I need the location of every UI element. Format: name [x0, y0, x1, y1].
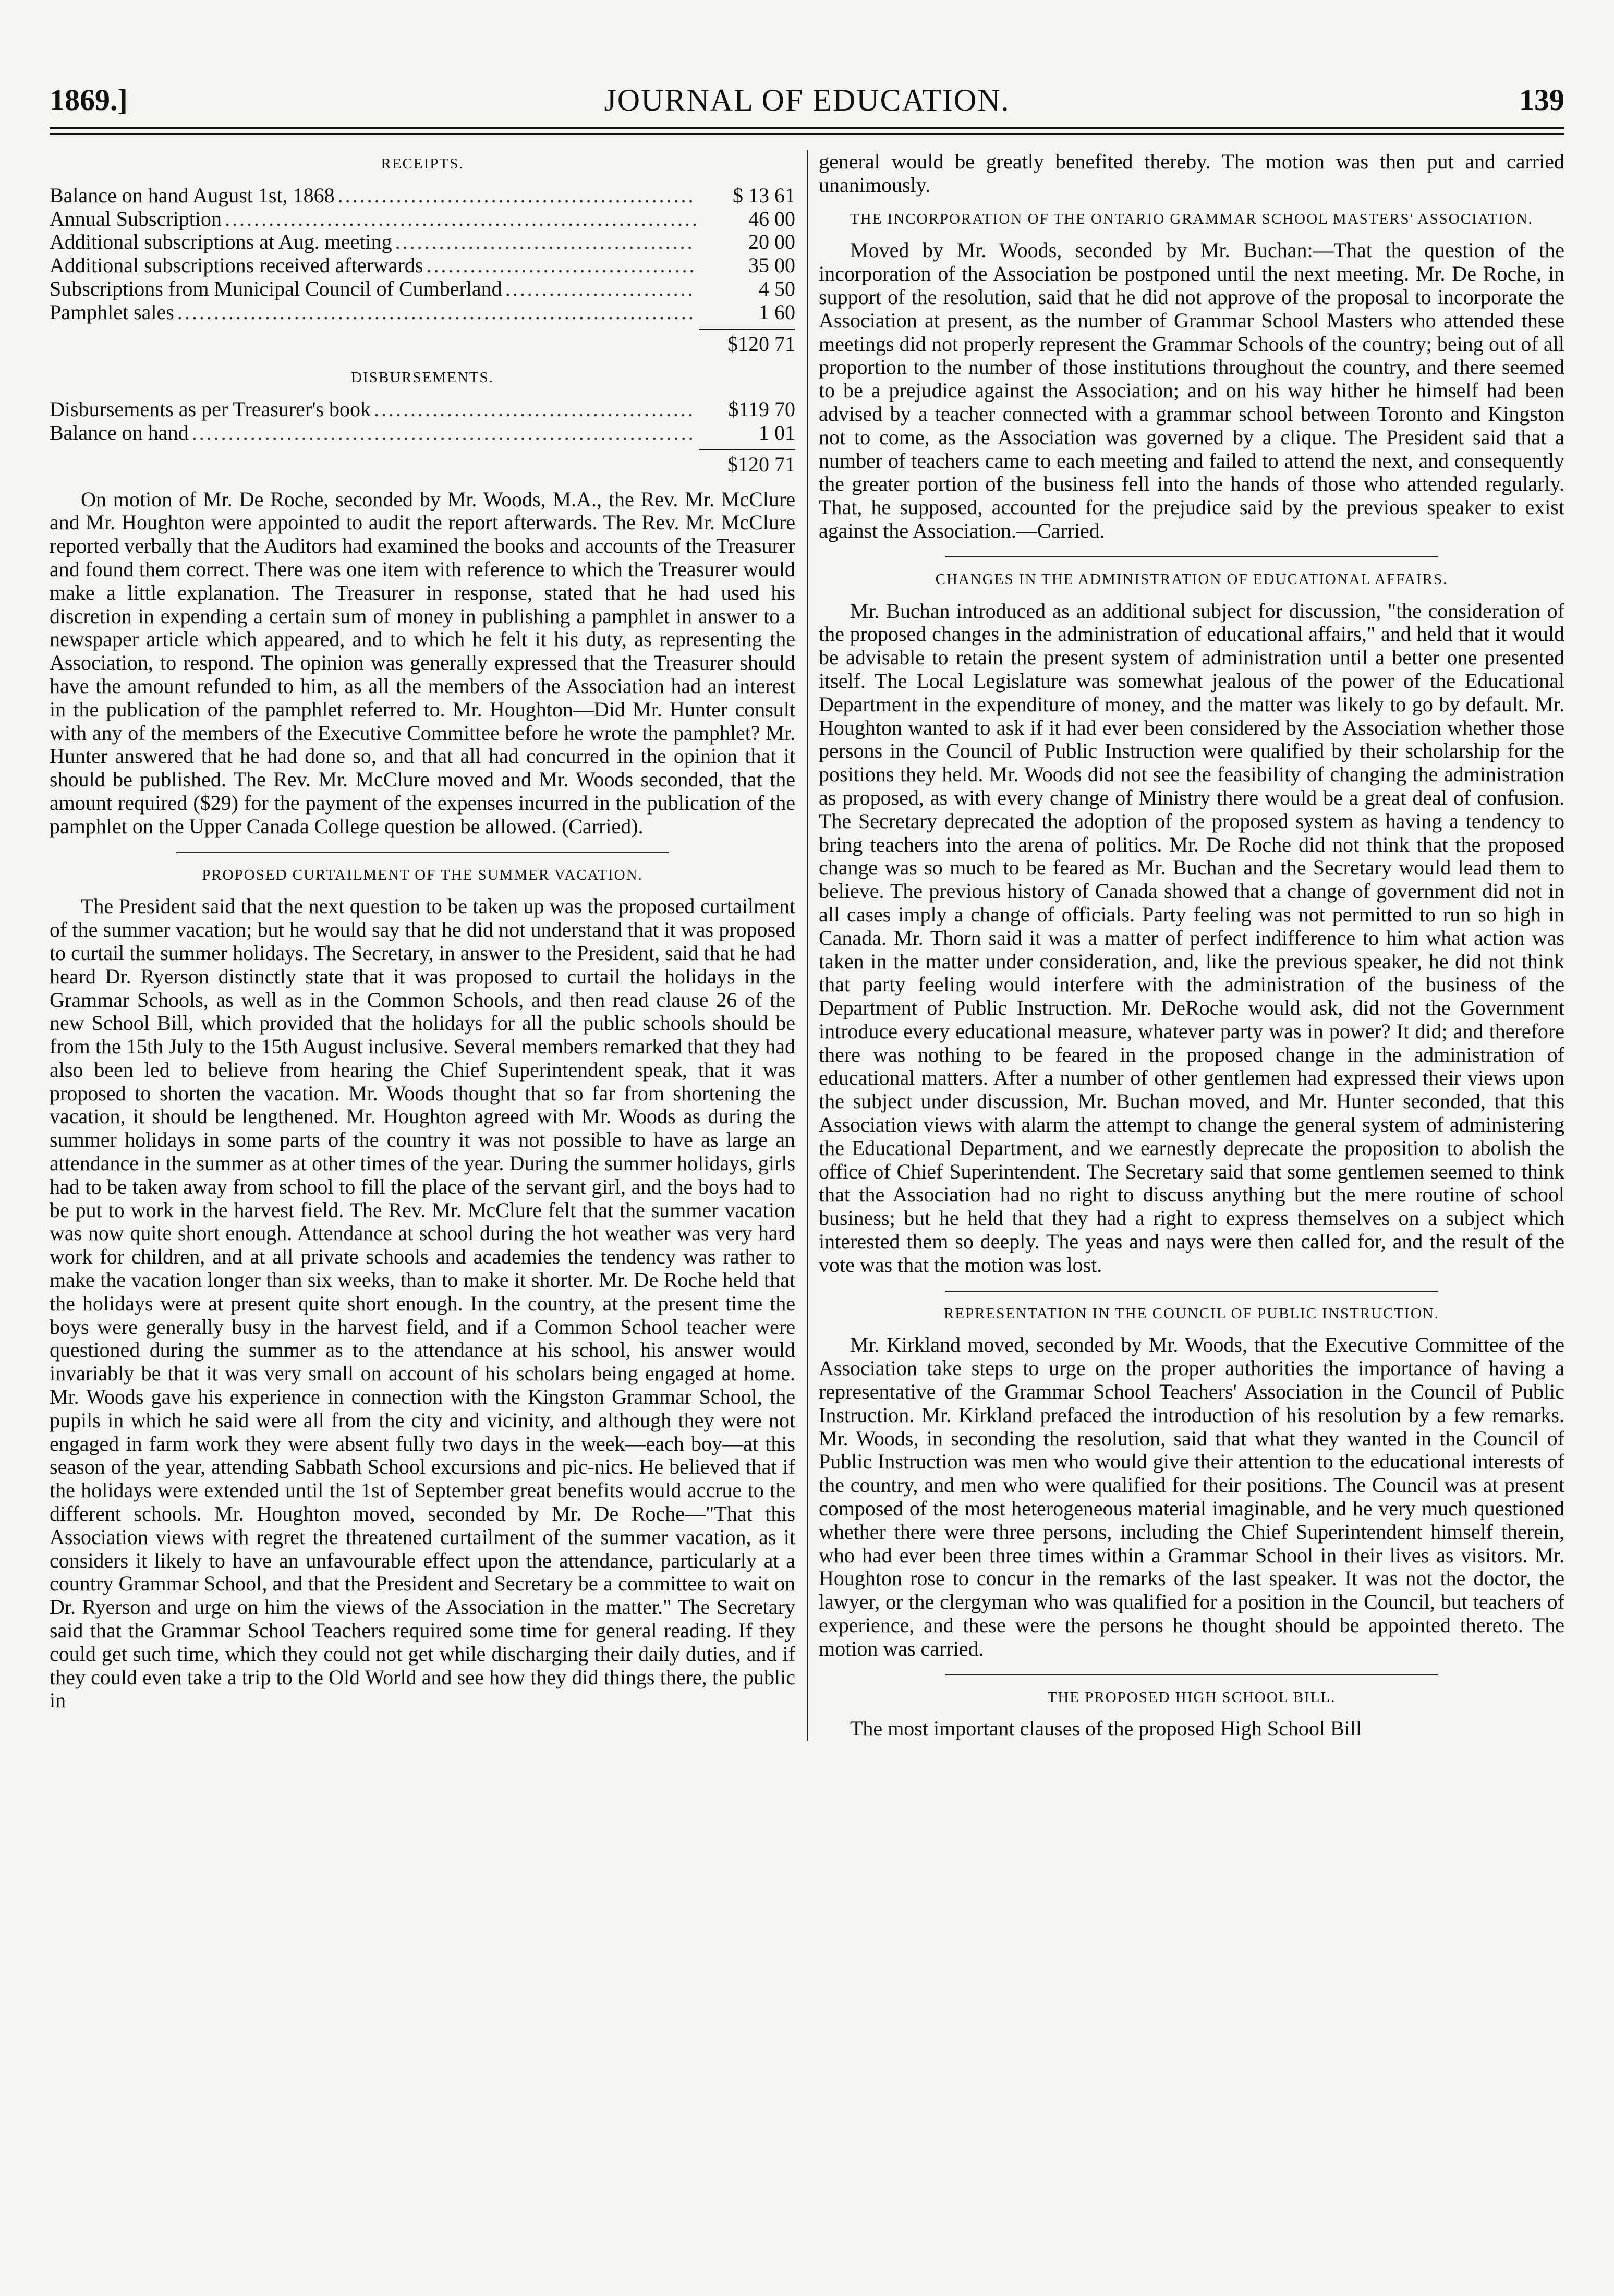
- receipts-row-amount: 4 50: [759, 276, 795, 300]
- receipts-row-label: Additional subscriptions at Aug. meeting: [50, 230, 392, 254]
- column-divider: [807, 150, 808, 1741]
- leader-dots: [505, 277, 696, 301]
- disbursements-row-amount: 1 01: [759, 420, 795, 444]
- receipts-row-amount: 1 60: [759, 300, 795, 324]
- section-rule: [945, 1674, 1438, 1675]
- section-rule: [945, 556, 1438, 557]
- leader-dots: [225, 208, 696, 231]
- receipts-heading: RECEIPTS.: [381, 155, 464, 172]
- receipts-row: [50, 277, 795, 301]
- section-rule: [945, 1291, 1438, 1292]
- disbursements-row-label: Disbursements as per Treasurer's book: [50, 397, 371, 421]
- two-column-body: [50, 150, 1564, 1741]
- highschool-paragraph: The most important clauses of the proposed High School Bill: [850, 1717, 1362, 1741]
- highschool-heading: THE PROPOSED HIGH SCHOOL BILL.: [1047, 1688, 1336, 1706]
- receipts-row: [50, 301, 795, 324]
- disbursements-total-line: [50, 445, 795, 477]
- disbursements-table: [50, 398, 795, 476]
- disbursements-total: $120 71: [699, 449, 795, 477]
- disbursements-row-label: Balance on hand: [50, 420, 189, 444]
- receipts-row: [50, 230, 795, 254]
- right-column: [819, 150, 1564, 1741]
- journal-title: JOURNAL OF EDUCATION.: [604, 83, 1010, 117]
- receipts-row-label: Subscriptions from Municipal Council of Cumberland: [50, 276, 502, 300]
- receipts-total-line: [50, 324, 795, 356]
- receipts-row-label: Additional subscriptions received afterwards: [50, 253, 423, 277]
- continuation-paragraph: general would be greatly benefited thereby. The motion was then put and carried unanimously.: [819, 150, 1564, 197]
- header-rule: [50, 127, 1564, 135]
- receipts-row-label: Annual Subscription: [50, 206, 222, 230]
- leader-dots: [395, 230, 696, 254]
- receipts-row: [50, 208, 795, 231]
- disbursements-row: [50, 398, 795, 421]
- receipts-total: $120 71: [699, 329, 795, 356]
- receipts-row: [50, 184, 795, 208]
- vacation-paragraph: The President said that the next question to be taken up was the proposed curtailment of the summer vacation; but he would say that he did not understand that it was proposed to curtail the summer holidays. The Secretary, in answer to the President, said that he had heard Dr. Ryerson distinctly state that it was proposed to curtail the holidays in the Grammar Schools, as well as in the Common Schools, and then read clause 26 of the new School Bill, which provided that the holidays for all the public schools should be from the 15th July to the 15th August inclusive. Several members remarked that they had also been led to believe from hearing the Chief Superintendent speak, that it was proposed to shorten the vacation. Mr. Woods thought that so far from shortening the vacation, it should be lengthened. Mr. Houghton agreed with Mr. Woods as during the summer holidays in some parts of the country it was not possible to have as large an attendance in the summer as at other times of the year. During the summer holidays, girls had to be taken away from school to fill the place of the servant girl, and the boys had to be put to work in the harvest field. The Rev. Mr. McClure felt that the summer vacation was now quite short enough. Attendance at school during the hot weather was very hard work for children, and at all private schools and academies the tendency was rather to make the vacation longer than six weeks, than to make it shorter. Mr. De Roche held that the holidays were at present quite short enough. In the country, at the present time the boys were generally busy in the harvest field, and if a Common School teacher were questioned during the summer as to the attendance at his school, his answer would invariably be that it was very small on account of his scholars being engaged at home. Mr. Woods gave his experience in connection with the Kingston Grammar School, the pupils in which he said were all from the city and vicinity, and although they were not engaged in farm work they were absent fully two days in the week—each boy—at this season of the year, attending Sabbath School excursions and pic-nics. He believed that if the holidays were extended until the 1st of September great benefits would accrue to the different schools. Mr. Houghton moved, seconded by Mr. De Roche—"That this Association views with regret the threatened curtailment of the summer vacation, as it considers it likely to have an unfavourable effect upon the attendance, particularly at a country Grammar School, and that the President and Secretary be a committee to wait on Dr. Ryerson and urge on him the views of the Association in the matter." The Secretary said that the Grammar School Teachers required some time for general reading. If they could get such time, which they could not get while discharging their daily duties, and if they could even take a trip to the Old World and see how they did things there, the public in: [50, 894, 795, 1712]
- leader-dots: [374, 398, 696, 421]
- leader-dots: [338, 184, 696, 208]
- running-head: [50, 78, 1564, 120]
- representation-paragraph: Mr. Kirkland moved, seconded by Mr. Woods, that the Executive Committee of the Association take steps to urge on the proper authorities the importance of having a representative of the Grammar School Teachers' Association in the Council of Public Instruction. Mr. Kirkland prefaced the introduction of his resolution by a few remarks. Mr. Woods, in seconding the resolution, said that what they wanted in the Council of Public Instruction was men who would give their attention to the educational interests of the country, and men who were qualified for their positions. The Council was at present composed of the most heterogeneous material imaginable, and he very much questioned whether there were three persons, including the Chief Superintendent himself therein, who had ever been three times within a Grammar School in their lives as visitors. Mr. Houghton rose to concur in the remarks of the last speaker. It was not the doctor, the lawyer, or the clergyman who was qualified for a position in the Council, but teachers of experience, and these were the persons he thought should be appointed thereto. The motion was carried.: [819, 1333, 1564, 1660]
- page-number: 139: [1519, 83, 1564, 117]
- leader-dots: [192, 421, 696, 445]
- representation-heading: REPRESENTATION IN THE COUNCIL OF PUBLIC INSTRUCTION.: [944, 1305, 1439, 1322]
- incorporation-paragraph: Moved by Mr. Woods, seconded by Mr. Buchan:—That the question of the incorporation of the Association be postponed until the next meeting. Mr. De Roche, in support of the resolution, said that he did not approve of the proposal to incorporate the Association at present, as the number of Grammar School Masters who attended these meetings did not properly represent the Grammar Schools of the country; being out of all proportion to the number of those institutions throughout the country, and there seemed to be a prejudice against the Association; and on his way hither he himself had been advised by a teacher connected with a grammar school between Toronto and Kingston not to come, as the Association was governed by a clique. The President said that a number of teachers came to each meeting and failed to attend the next, and consequently the greater portion of the business fell into the hands of those who attended regularly. That, he supposed, accounted for the prejudice said by the previous speaker to exist against the Association.—Carried.: [819, 238, 1564, 542]
- header-year: 1869.]: [50, 83, 128, 117]
- leader-dots: [426, 254, 696, 277]
- receipts-row-amount: $ 13 61: [733, 183, 795, 207]
- disbursements-row-amount: $119 70: [728, 397, 795, 421]
- leader-dots: [177, 301, 696, 324]
- receipts-row-amount: 35 00: [748, 253, 795, 277]
- disbursements-heading: DISBURSEMENTS.: [351, 369, 494, 386]
- disbursements-row: [50, 421, 795, 445]
- receipts-row: [50, 254, 795, 277]
- receipts-table: [50, 184, 795, 356]
- incorporation-heading: THE INCORPORATION OF THE ONTARIO GRAMMAR SCHOOL MASTERS' ASSOCIATION.: [850, 210, 1533, 227]
- receipts-row-amount: 46 00: [748, 206, 795, 230]
- receipts-row-amount: 20 00: [748, 230, 795, 254]
- changes-paragraph: Mr. Buchan introduced as an additional subject for discussion, "the consideration of the proposed changes in the administration of educational affairs," and held that it would be advisable to retain the present system of administration until a better one presented itself. The Local Legislature was somewhat jealous of the power of the Educational Department in the expenditure of money, and the matter was likely to go by default. Mr. Houghton wanted to ask if it had ever been considered by the Association whether those persons in the Council of Public Instruction were qualified by their scholarship for the positions they held. Mr. Woods did not see the feasibility of changing the administration as proposed, as with every change of Ministry there would be a great deal of confusion. The Secretary deprecated the adoption of the proposed system as having a tendency to bring teachers into the arena of politics. Mr. De Roche did not think that the proposed change was so much to be feared as Mr. Buchan and the Secretary would lead them to believe. The previous history of Canada showed that a change of government did not in all cases imply a change of officials. Party feeling was not permitted to run so high in Canada. Mr. Thorn said it was a matter of perfect indifference to him what action was taken in the matter under consideration, and, like the previous speaker, he did not think that party feeling would interfere with the administration of the business of the Department of Public Instruction. Mr. DeRoche would ask, did not the Government introduce every educational measure, whatever party was in power? It did; and therefore there was nothing to be feared in the proposed change in the administration of educational matters. After a number of other gentlemen had expressed their views upon the subject under discussion, Mr. Buchan moved, and Mr. Hunter seconded, that this Association views with alarm the attempt to change the general system of administering the Educational Department, and we earnestly deprecate the proposition to abolish the office of Chief Superintendent. The Secretary said that some gentlemen seemed to think that the Association had no right to discuss anything but the mere routine of school business; but he held that they had a right to express themselves on a subject which interested them so deeply. The yeas and nays were then called for, and the result of the vote was that the motion was lost.: [819, 599, 1564, 1277]
- left-column: [50, 150, 795, 1741]
- vacation-heading: PROPOSED CURTAILMENT OF THE SUMMER VACATION.: [202, 866, 643, 883]
- receipts-row-label: Pamphlet sales: [50, 300, 174, 324]
- changes-heading: CHANGES IN THE ADMINISTRATION OF EDUCATIONAL AFFAIRS.: [935, 570, 1448, 588]
- auditors-paragraph: On motion of Mr. De Roche, seconded by Mr. Woods, M.A., the Rev. Mr. McClure and Mr. Houghton were appointed to audit the report afterwards. The Rev. Mr. McClure reported verbally that the Auditors had examined the books and accounts of the Treasurer and found them correct. There was one item with reference to which the Treasurer would make a little explanation. The Treasurer in response, stated that he had used his discretion in expending a certain sum of money in publishing a pamphlet in answer to a newspaper article which appeared, and to which he felt it his duty, as representing the Association, to respond. The opinion was generally expressed that the Treasurer should have the amount refunded to him, as all the members of the Association had an interest in the publication of the pamphlet referred to. Mr. Houghton—Did Mr. Hunter consult with any of the members of the Executive Committee before he wrote the pamphlet? Mr. Hunter answered that he had done so, and that all had concurred in the opinion that it should be published. The Rev. Mr. McClure moved and Mr. Woods seconded, that the amount required ($29) for the payment of the expenses incurred in the publication of the pamphlet on the Upper Canada College question be allowed. (Carried).: [50, 487, 795, 838]
- section-rule: [176, 852, 669, 853]
- receipts-row-label: Balance on hand August 1st, 1868: [50, 183, 335, 207]
